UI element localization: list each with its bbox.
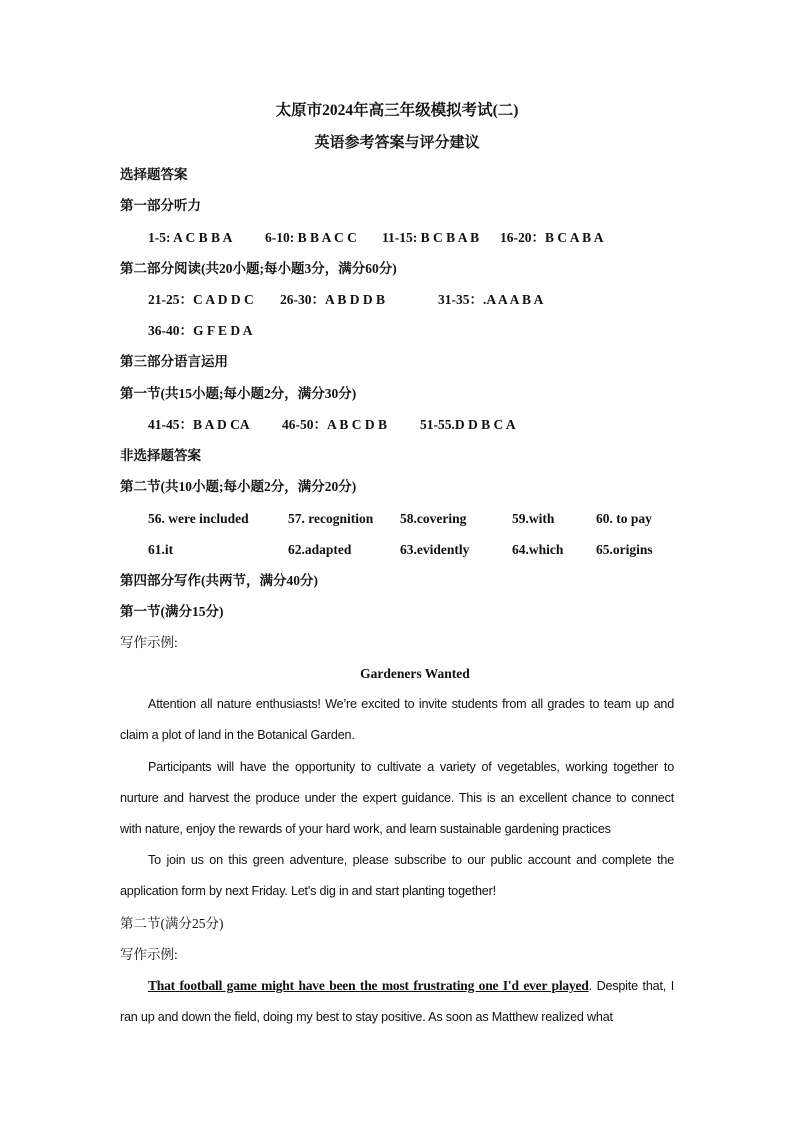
fill-answer: 63.evidently [400,542,470,557]
sec2-heading: 第二节(共10小题;每小题2分，满分20分) [120,479,357,494]
page-subtitle: 英语参考答案与评分建议 [314,135,480,151]
sample-label: 写作示例: [120,947,178,962]
nonchoice-heading: 非选择题答案 [120,448,201,463]
choice-heading: 选择题答案 [120,167,188,182]
story-first-sentence: That football game might have been the most frustrating one I'd ever played [148,978,589,993]
answer-group: 41-45：B A D CA [148,417,250,432]
answer-group: 6-10: B B A C C [265,230,357,245]
answer-group: 1-5: A C B B A [148,230,233,245]
story-paragraph [120,970,674,1033]
part4-sec2-heading: 第二节(满分25分) [120,916,224,931]
part1-heading: 第一部分听力 [120,198,201,213]
part3-heading: 第三部分语言运用 [120,354,228,369]
fill-answer: 56. were included [148,511,249,526]
part4-sec1-heading: 第一节(满分15分) [120,604,224,619]
part4-heading: 第四部分写作(共两节，满分40分) [120,573,318,588]
answer-group: 21-25：C A D D C [148,292,254,307]
part2-heading: 第二部分阅读(共20小题;每小题3分，满分60分) [120,261,397,276]
fill-answer: 60. to pay [596,511,652,526]
fill-answer: 62.adapted [288,542,352,557]
fill-answer: 57. recognition [288,511,374,526]
essay-paragraph: Attention all nature enthusiasts! We’re excited to invite students from all grades to team up and claim a plot of land in the Botanical Garden. [120,697,674,742]
essay-paragraph: To join us on this green adventure, please subscribe to our public account and complete the application form by next Friday. Let's dig in and start planting together! [120,853,674,898]
part3-sec1-heading: 第一节(共15小题;每小题2分，满分30分) [120,386,357,401]
fill-answer: 64.which [512,542,564,557]
fill-answer: 59.with [512,511,555,526]
essay-title: Gardeners Wanted [360,666,470,681]
essay-paragraph: Participants will have the opportunity to cultivate a variety of vegetables, working together to nurture and harvest the produce under the expert guidance. This is an excellent chance to connect with nature, enjoy the rewards of your hard work, and learn sustainable gardening practices [120,760,674,836]
fill-answer: 58.covering [400,511,467,526]
page-title: 太原市2024年高三年级模拟考试(二) [275,102,519,119]
fill-answer: 61.it [148,542,174,557]
answer-group: 46-50：A B C D B [282,417,388,432]
sample-label: 写作示例: [120,635,178,650]
answer-group: 36-40：G F E D A [148,323,253,338]
answer-group: 51-55.D D B C A [420,417,516,432]
story-continuation: . Despite that, I ran up and down the field, doing my best to stay positive. As soon as Matthew realized what [120,979,675,1024]
answer-group: 31-35：.A A A B A [438,292,544,307]
answer-group: 16-20：B C A B A [500,230,604,245]
answer-group: 11-15: B C B A B [382,230,480,245]
fill-answer: 65.origins [596,542,653,557]
answer-group: 26-30：A B D D B [280,292,386,307]
